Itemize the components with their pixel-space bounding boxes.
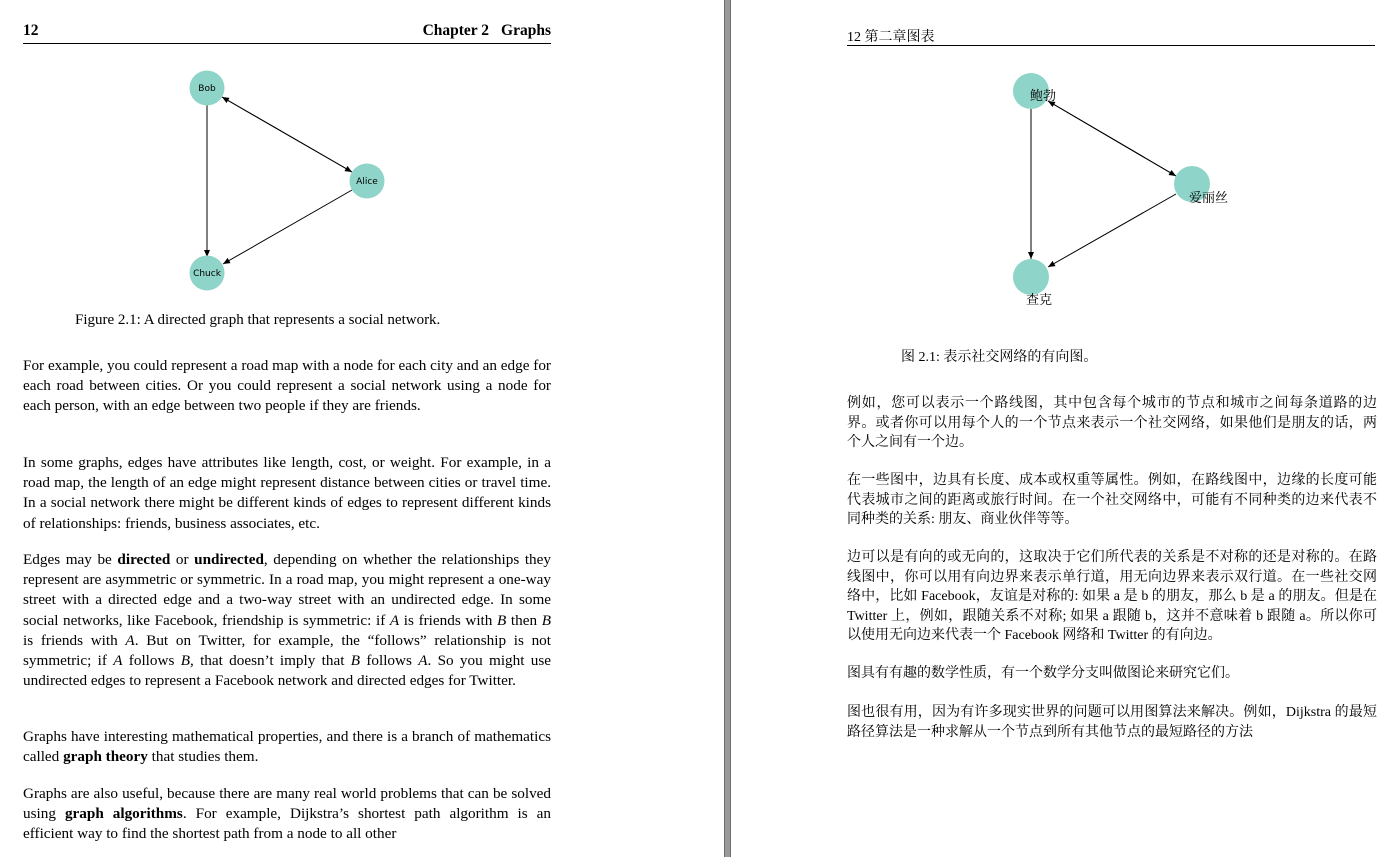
svg-text:查克: 查克 xyxy=(1026,293,1053,308)
chapter-heading xyxy=(423,22,551,40)
term-directed: directed xyxy=(117,551,171,568)
social-network-graph-figure xyxy=(180,60,400,300)
social-network-graph-figure-translated xyxy=(990,60,1250,320)
paragraph-edge-attributes-translated: 在一些图中，边具有长度、成本或权重等属性。例如，在路线图中，边缘的长度可能代表城市之间的距离或旅行时间。在一个社交网络中，可能有不同种类的边来代表不同种类的关系: 朋友、商业伙伴等等。 xyxy=(847,473,1377,527)
term-graph-algorithms: graph algorithms xyxy=(64,805,183,823)
paragraph-graph-algorithms: Graphs are also useful, because there are many real world problems that can be solved using graph algorithms. For example, Dijkstra’s shortest path algorithm is an efficient way to find the shortest path from a node to all other xyxy=(23,785,552,843)
svg-text:爱丽丝: 爱丽丝 xyxy=(1189,191,1229,206)
figure-caption: Figure 2.1: A directed graph that represents a social network. xyxy=(75,312,441,328)
paragraph-graph-theory-translated: 图具有有趣的数学性质，有一个数学分支叫做图论来研究它们。 xyxy=(847,666,1239,681)
node-chuck xyxy=(190,256,225,291)
chapter-label: Chapter 2 xyxy=(422,22,490,39)
paragraph-road-map-translated: 例如，您可以表示一个路线图，其中包含每个城市的节点和城市之间每条道路的边界。或者你可以用每个人的一个节点来表示一个社交网络，如果他们是朋友的话，两个人之间有一个边。 xyxy=(847,396,1377,450)
page-divider[interactable] xyxy=(722,0,736,857)
page-header xyxy=(23,22,551,44)
paragraph-graph-algorithms-translated: 图也很有用，因为有许多现实世界的问题可以用图算法来解决。例如，Dijkstra 的最短路径算法是一种求解从一个节点到所有其他节点的最短路径的方法 xyxy=(847,705,1377,740)
edge-alice-to-chuck xyxy=(1048,194,1176,267)
paragraph-directed-undirected: Edges may be directed or undirected, depending on whether the relationships they represent are asymmetric or symmetric. In a road map, you might represent a one-way street with a directed edge and a two-way street with an undirected edge. In some social networks, like Facebook, friendship is symmetric: if A is friends with B then B is friends with A. But on Twitter, for example, the “follows” relationship is not symmetric; if A follows B, that doesn’t imply that B follows A. So you might use undirected edges to represent a Facebook network and directed edges for Twitter. xyxy=(23,551,552,690)
node-alice xyxy=(1174,166,1228,206)
edge-alice-to-bob xyxy=(1048,101,1176,176)
edge-alice-to-bob xyxy=(222,97,352,172)
node-bob xyxy=(1013,73,1056,109)
chapter-title: Graphs xyxy=(501,22,551,39)
paragraph-directed-undirected-translated: 边可以是有向的或无向的，这取决于它们所代表的关系是不对称的还是对称的。在路线图中，你可以用有向边界来表示单行道，用无向边界来表示双行道。在一些社交网络中，比如 Facebook，友谊是对称的: 如果 a 是 b 的朋友，那么 b 是 a 的朋友。但是在 Twitter 上，例如，跟随关系不对称; 如果 a 跟随 b，这并不意味着 b 跟随 a。所以你可以使用无向边来代表一个 Facebook 网络和 Twitter 的有向边。 xyxy=(847,550,1377,643)
node-alice xyxy=(350,164,385,199)
svg-text:鲍勃: 鲍勃 xyxy=(1030,89,1057,104)
term-undirected: undirected xyxy=(194,551,264,568)
svg-text:Chuck: Chuck xyxy=(193,269,221,279)
paragraph-road-map: For example, you could represent a road map with a node for each city and an edge for each road between cities. Or you could represent a social network using a node for each person, with an edge between two people if they are friends. xyxy=(23,357,551,415)
node-bob xyxy=(190,71,225,106)
svg-text:Alice: Alice xyxy=(356,177,378,187)
right-page-chinese xyxy=(736,0,1390,857)
divider-handle[interactable] xyxy=(724,0,731,857)
edges xyxy=(1031,101,1176,267)
svg-text:Bob: Bob xyxy=(198,84,216,94)
page-number: 12 xyxy=(23,22,39,39)
term-graph-theory: graph theory xyxy=(63,748,148,766)
page-header-translated: 12 第二章图表 xyxy=(847,26,1375,46)
paragraph-graph-theory: Graphs have interesting mathematical properties, and there is a branch of mathematics called graph theory that studies them. xyxy=(23,728,551,766)
paragraph-edge-attributes: In some graphs, edges have attributes like length, cost, or weight. For example, in a road map, the length of an edge might represent distance between cities or travel time. In a social network there might be different kinds of edges to represent different kinds of relationships: friends, business associates, etc. xyxy=(23,454,551,532)
edge-alice-to-chuck xyxy=(223,190,352,264)
edges xyxy=(207,97,352,264)
figure-caption-translated: 图 2.1: 表示社交网络的有向图。 xyxy=(901,350,1098,365)
node-chuck xyxy=(1013,259,1052,308)
